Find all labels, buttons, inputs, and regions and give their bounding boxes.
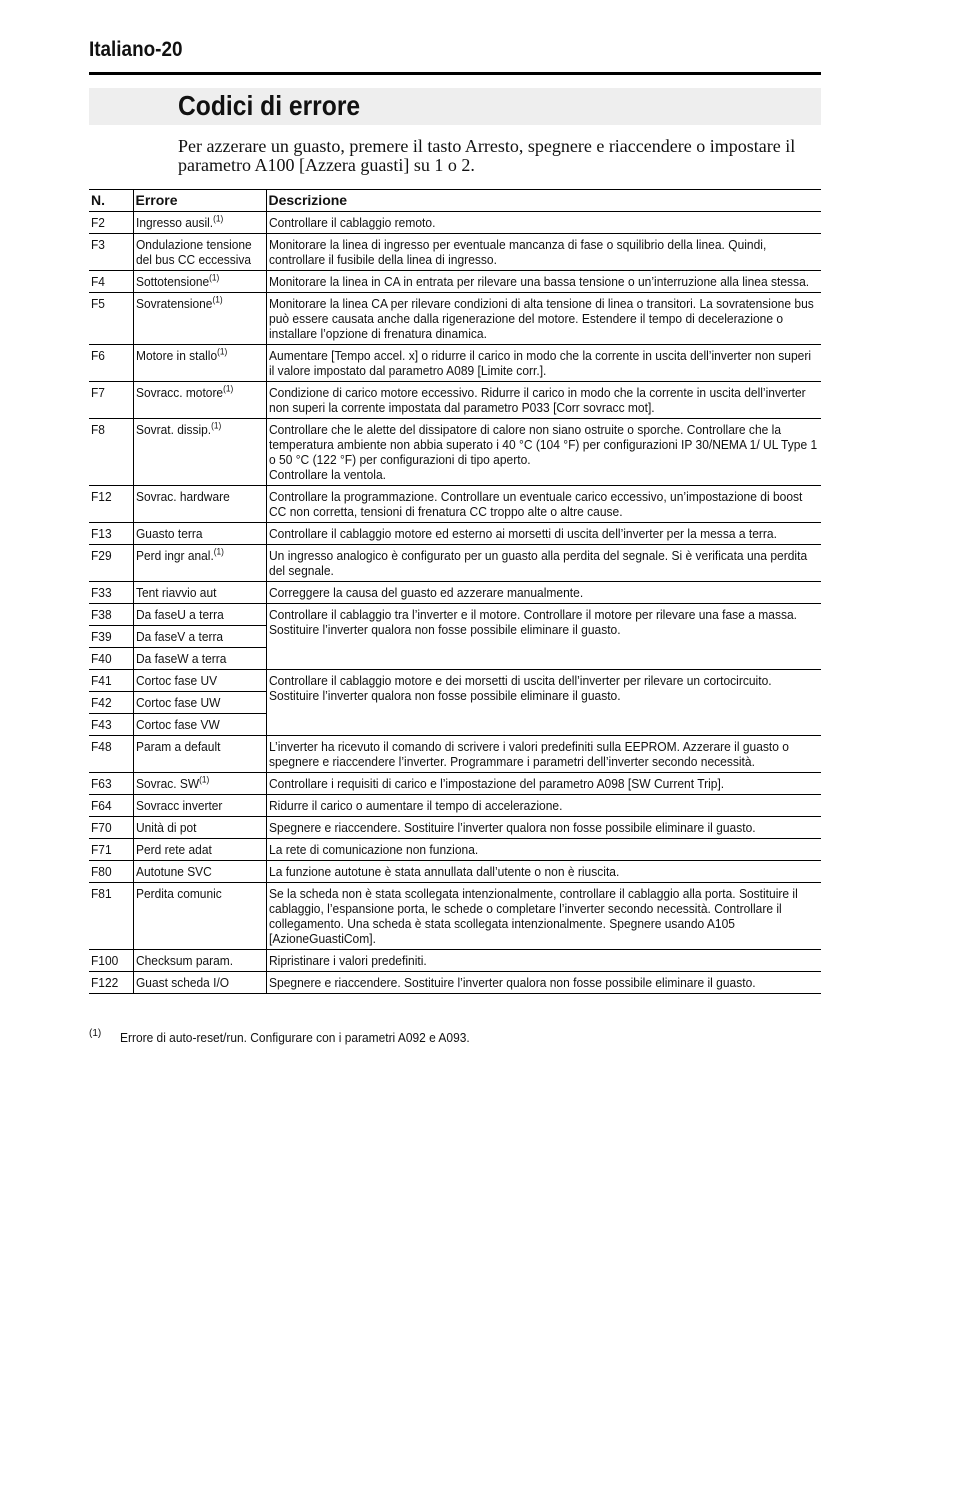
error-code-text: F64 <box>91 798 112 813</box>
table-row <box>89 670 821 692</box>
error-code-text: F33 <box>91 585 112 600</box>
error-name <box>133 382 266 419</box>
error-description-text: Monitorare la linea di ingresso per eventuale mancanza di fase o squilibrio della linea. Quindi, controllare il fusibile della linea di ingresso. <box>268 237 766 267</box>
error-code-text: F81 <box>91 886 112 901</box>
error-code-text: F5 <box>91 296 105 311</box>
error-code <box>89 545 133 582</box>
error-name-text: Motore in stallo <box>135 348 217 363</box>
error-code <box>89 648 133 670</box>
error-code-text: F29 <box>91 548 112 563</box>
table-row <box>89 271 821 293</box>
footnote-text: Errore di auto-reset/run. Configurare con i parametri A092 e A093. <box>120 1030 470 1045</box>
error-code <box>89 293 133 345</box>
error-code <box>89 419 133 486</box>
error-name-text: Da faseU a terra <box>135 607 224 622</box>
error-name-text: Sovrat. dissip. <box>135 422 211 437</box>
error-code-text: F42 <box>91 695 112 710</box>
error-name-text: Guasto terra <box>135 526 202 541</box>
error-name-text: Guast scheda I/O <box>135 975 229 990</box>
error-description-text: Ridurre il carico o aumentare il tempo di accelerazione. <box>268 798 562 813</box>
error-name <box>133 736 266 773</box>
error-description <box>266 972 821 994</box>
error-code <box>89 212 133 234</box>
error-codes-table <box>89 189 821 994</box>
error-description-text: L’inverter ha ricevuto il comando di scrivere i valori predefiniti sulla EEPROM. Azzerare il guasto o spegnere e riaccendere l’inverter. Programmare i parametri dell’inverter secondo necessità. <box>268 739 789 769</box>
table-row <box>89 861 821 883</box>
error-code-text: F40 <box>91 651 112 666</box>
error-description <box>266 736 821 773</box>
error-description <box>266 604 821 670</box>
error-code-text: F100 <box>91 953 119 968</box>
error-name <box>133 545 266 582</box>
error-description-text: Un ingresso analogico è configurato per un guasto alla perdita del segnale. Si è verificata una perdita del segnale. <box>268 548 807 578</box>
error-name-text: Perd ingr anal. <box>135 548 214 563</box>
error-description <box>266 883 821 950</box>
page-header: Italiano-20 <box>89 38 183 61</box>
error-code <box>89 582 133 604</box>
error-name <box>133 670 266 692</box>
header-error: Errore <box>133 190 266 212</box>
error-name-text: Tent riavvio aut <box>135 585 216 600</box>
error-code <box>89 692 133 714</box>
error-description-text: Spegnere e riaccendere. Sostituire l’inverter qualora non fosse possibile eliminare il guasto. <box>268 820 756 835</box>
error-description-text: La rete di comunicazione non funziona. <box>268 842 478 857</box>
error-description-text: Controllare il cablaggio remoto. <box>268 215 435 230</box>
footnote-ref: (1) <box>213 546 224 557</box>
error-code-text: F71 <box>91 842 112 857</box>
error-code <box>89 345 133 382</box>
error-description <box>266 234 821 271</box>
error-name <box>133 582 266 604</box>
error-name-text: Da faseW a terra <box>135 651 226 666</box>
error-code <box>89 271 133 293</box>
error-name-text: Da faseV a terra <box>135 629 223 644</box>
error-code-text: F70 <box>91 820 112 835</box>
table-body <box>89 212 821 994</box>
error-code-text: F80 <box>91 864 112 879</box>
error-name-text: Perdita comunic <box>135 886 222 901</box>
error-description-text: Controllare il cablaggio tra l’inverter e il motore. Controllare il motore per rilevare una fase a massa. Sostituire l’inverter qualora non fosse possibile eliminare il guasto. <box>268 607 797 637</box>
error-code <box>89 972 133 994</box>
error-description-text: Monitorare la linea CA per rilevare condizioni di alta tensione di linea o transitori. La sovratensione bus può essere causata anche dalla rigenerazione del motore. Estendere il tempo di decelerazione o installare l’opzione di frenatura dinamica. <box>268 296 814 341</box>
error-name <box>133 626 266 648</box>
error-name-text: Ingresso ausil. <box>135 215 213 230</box>
error-code <box>89 626 133 648</box>
error-code <box>89 382 133 419</box>
error-name-text: Sovrac. SW <box>135 776 199 791</box>
error-description <box>266 545 821 582</box>
error-description <box>266 817 821 839</box>
error-description-text: Se la scheda non è stata scollegata intenzionalmente, controllare il cablaggio alla porta. Sostituire il cablaggio, l’espansione porta, le schede o completare l’inverter secondo necessità. Controllare il collegamento. Una scheda è stata scollegata intenzionalmente. Spegnere usando A105 [AzioneGuastiCom]. <box>268 886 798 946</box>
table-row <box>89 523 821 545</box>
error-description <box>266 523 821 545</box>
error-code-text: F2 <box>91 215 105 230</box>
error-name <box>133 795 266 817</box>
table-row <box>89 382 821 419</box>
error-name <box>133 861 266 883</box>
table-row <box>89 545 821 582</box>
error-code <box>89 839 133 861</box>
error-name-text: Cortoc fase VW <box>135 717 220 732</box>
error-name-text: Sovracc. motore <box>135 385 223 400</box>
error-name-text: Param a default <box>135 739 220 754</box>
table-header-row <box>89 190 821 212</box>
error-description <box>266 293 821 345</box>
error-code-text: F13 <box>91 526 112 541</box>
footnote-ref: (1) <box>208 272 219 283</box>
error-name <box>133 839 266 861</box>
error-name <box>133 692 266 714</box>
error-description <box>266 382 821 419</box>
error-name <box>133 950 266 972</box>
error-description-text: La funzione autotune è stata annullata dall’utente o non è riuscita. <box>268 864 619 879</box>
error-code <box>89 795 133 817</box>
table-row <box>89 736 821 773</box>
footnote-ref: (1) <box>211 294 223 305</box>
footnote-ref: (1) <box>216 346 227 357</box>
error-name-text: Sovracc inverter <box>135 798 222 813</box>
error-description <box>266 419 821 486</box>
error-name-text: Cortoc fase UW <box>135 695 220 710</box>
error-name <box>133 271 266 293</box>
error-name <box>133 293 266 345</box>
error-name-text: Cortoc fase UV <box>135 673 217 688</box>
error-code <box>89 604 133 626</box>
error-description-text: Condizione di carico motore eccessivo. Ridurre il carico in modo che la corrente in uscita dell’inverter non superi la corrente impostata dal parametro P033 [Corr sovracc mot]. <box>268 385 806 415</box>
error-name-text: Checksum param. <box>135 953 233 968</box>
error-description <box>266 773 821 795</box>
error-description <box>266 582 821 604</box>
error-name-text: Perd rete adat <box>135 842 212 857</box>
error-code <box>89 523 133 545</box>
error-code <box>89 670 133 692</box>
error-description-text: Ripristinare i valori predefiniti. <box>268 953 427 968</box>
error-name <box>133 604 266 626</box>
table-row <box>89 839 821 861</box>
error-code <box>89 950 133 972</box>
table-row <box>89 795 821 817</box>
error-code-text: F38 <box>91 607 112 622</box>
table-row <box>89 883 821 950</box>
error-description <box>266 212 821 234</box>
error-name <box>133 817 266 839</box>
table-row <box>89 773 821 795</box>
error-code <box>89 773 133 795</box>
error-name <box>133 234 266 271</box>
error-name-text: Sovratensione <box>135 296 212 311</box>
intro-paragraph: Per azzerare un guasto, premere il tasto Arresto, spegnere e riaccendere o impostare il parametro A100 [Azzera guasti] su 1 o 2. <box>178 136 796 175</box>
table-row <box>89 345 821 382</box>
error-description <box>266 670 821 736</box>
error-name <box>133 714 266 736</box>
error-name <box>133 486 266 523</box>
error-description-text: Correggere la causa del guasto ed azzerare manualmente. <box>268 585 583 600</box>
error-code-text: F3 <box>91 237 105 252</box>
error-description-text: Controllare il cablaggio motore e dei morsetti di uscita dell’inverter per rilevare un cortocircuito. Sostituire l’inverter qualora non fosse possibile eliminare il guasto. <box>268 673 772 703</box>
table-row <box>89 234 821 271</box>
error-name <box>133 883 266 950</box>
error-code-text: F63 <box>91 776 112 791</box>
error-name <box>133 523 266 545</box>
error-name-text: Sovrac. hardware <box>135 489 230 504</box>
error-description-text: Controllare la programmazione. Controllare un eventuale carico eccessivo, un’impostazione di boost CC non corretta, tensioni di frenatura CC troppo alte o altre cause. <box>268 489 802 519</box>
table-row <box>89 950 821 972</box>
footnote-mark: (1) <box>89 1028 102 1039</box>
error-code <box>89 486 133 523</box>
error-code-text: F8 <box>91 422 105 437</box>
table-row <box>89 582 821 604</box>
error-code-text: F39 <box>91 629 112 644</box>
error-code-text: F6 <box>91 348 105 363</box>
error-code-text: F4 <box>91 274 105 289</box>
error-code-text: F122 <box>91 975 119 990</box>
error-name-text: Sottotensione <box>135 274 209 289</box>
table-row <box>89 972 821 994</box>
table-row <box>89 212 821 234</box>
header-rule <box>89 72 821 75</box>
error-description <box>266 839 821 861</box>
table-row <box>89 486 821 523</box>
table-row <box>89 604 821 626</box>
table-row <box>89 293 821 345</box>
error-description-text: Controllare i requisiti di carico e l’impostazione del parametro A098 [SW Current Trip]. <box>268 776 724 791</box>
header-code: N. <box>89 190 133 212</box>
error-name-text: Ondulazione tensione del bus CC eccessiva <box>135 237 252 267</box>
footnote-ref: (1) <box>212 213 223 224</box>
section-title: Codici di errore <box>178 90 361 121</box>
error-name <box>133 773 266 795</box>
table-row <box>89 817 821 839</box>
error-name <box>133 212 266 234</box>
error-description <box>266 345 821 382</box>
error-code-text: F41 <box>91 673 112 688</box>
error-code <box>89 714 133 736</box>
error-code <box>89 736 133 773</box>
error-name <box>133 345 266 382</box>
error-code-text: F48 <box>91 739 112 754</box>
error-code <box>89 861 133 883</box>
error-name <box>133 419 266 486</box>
error-description-text: Aumentare [Tempo accel. x] o ridurre il carico in modo che la corrente in uscita dell’inverter non superi il valore impostato dal parametro A089 [Limite corr.]. <box>268 348 811 378</box>
error-description <box>266 271 821 293</box>
error-code-text: F7 <box>91 385 105 400</box>
error-description-text: Controllare che le alette del dissipatore di calore non siano ostruite o sporche. Controllare che la temperatura ambiente non abbia superato i 40 °C (104 °F) per configurazioni IP 30/NEMA 1/ UL Type 1 o 50 °C (122 °F) per configurazioni di tipo aperto. Controllare la ventola. <box>268 422 817 482</box>
error-description-text: Controllare il cablaggio motore ed esterno ai morsetti di uscita dell’inverter per la messa a terra. <box>268 526 777 541</box>
error-description-text: Spegnere e riaccendere. Sostituire l’inverter qualora non fosse possibile eliminare il guasto. <box>268 975 756 990</box>
table-row <box>89 419 821 486</box>
error-description <box>266 861 821 883</box>
footnote-ref: (1) <box>210 420 221 431</box>
error-code-text: F43 <box>91 717 112 732</box>
error-description <box>266 486 821 523</box>
error-name-text: Autotune SVC <box>135 864 212 879</box>
error-name-text: Unità di pot <box>135 820 197 835</box>
error-description <box>266 950 821 972</box>
footnote-ref: (1) <box>222 383 233 394</box>
footnote-ref: (1) <box>198 774 209 785</box>
header-description: Descrizione <box>266 190 821 212</box>
error-name <box>133 648 266 670</box>
error-description <box>266 795 821 817</box>
error-name <box>133 972 266 994</box>
error-description-text: Monitorare la linea in CA in entrata per rilevare una bassa tensione o un’interruzione alla linea stessa. <box>268 274 809 289</box>
error-code <box>89 883 133 950</box>
error-code <box>89 817 133 839</box>
error-code-text: F12 <box>91 489 112 504</box>
error-code <box>89 234 133 271</box>
